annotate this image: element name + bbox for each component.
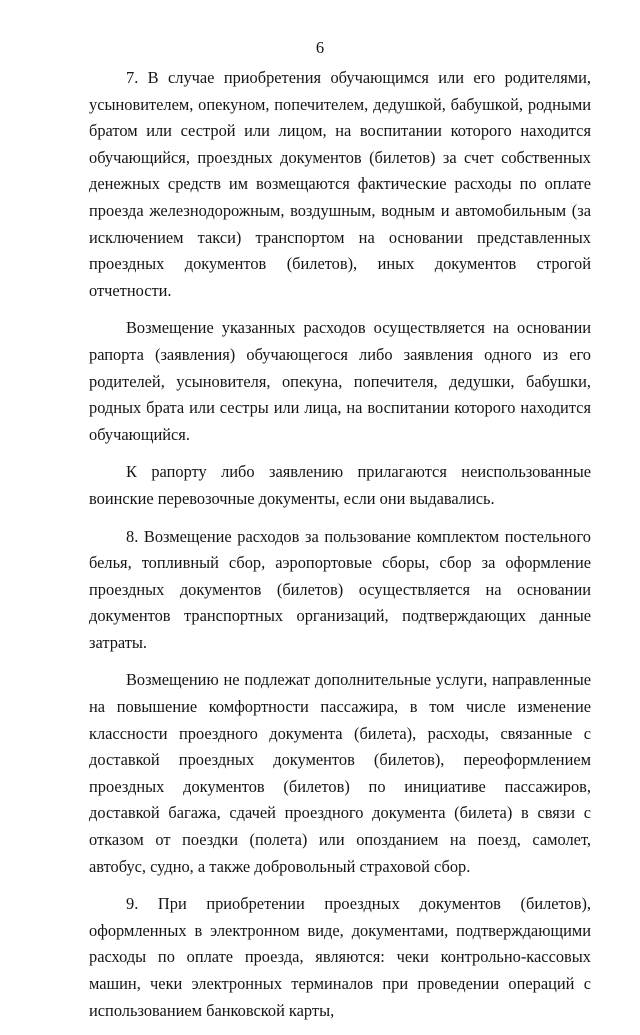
paragraph-8: 8. Возмещение расходов за пользование комплектом постельного белья, топливный сбор, аэропортовые сборы, сбор за оформление проездных документов (билетов) осуществляется на основании документов транспортных организаций, подтверждающих данные затраты.: [89, 526, 591, 652]
paragraph-9: 9. При приобретении проездных документов (билетов), оформленных в электронном виде, документами, подтверждающими расходы по оплате проезда, являются: чеки контрольно-кассовых машин, чеки электронных терминалов при проведении операций с использованием банковской карты,: [89, 894, 591, 1020]
paragraph-7: 7. В случае приобретения обучающимся или его родителями, усыновителем, опекуном, попечителем, дедушкой, бабушкой, родными братом или сестрой или лицом, на воспитании которого находится обучающийся, проездных документов (билетов) за счет собственных денежных средств им возмещаются фактические расходы по оплате проезда железнодорожным, воздушным, водным и автомобильным (за исключением такси) транспортом на основании представленных проездных документов (билетов), иных документов строгой отчетности.: [89, 68, 591, 300]
paragraph-attachments: К рапорту либо заявлению прилагаются неиспользованные воинские перевозочные документы, если они выдавались.: [89, 462, 591, 508]
paragraph-reimbursement-basis: Возмещение указанных расходов осуществляется на основании рапорта (заявления) обучающегося либо заявления одного из его родителей, усыновителя, опекуна, попечителя, дедушки, бабушки, родных брата или сестры или лица, на воспитании которого находится обучающийся.: [89, 318, 591, 444]
document-body: [89, 65, 591, 1035]
paragraph-non-reimbursable: Возмещению не подлежат дополнительные услуги, направленные на повышение комфортности пассажира, в том числе изменение классности проездного документа (билета), расходы, связанные с доставкой проездных документов (билетов), переоформлением проездных документов (билетов) по инициативе пассажиров, доставкой багажа, сдачей проездного документа (билета) в связи с отказом от поездки (полета) или опозданием на поезд, самолет, автобус, судно, а также добровольный страховой сбор.: [89, 670, 591, 876]
page-number: 6: [315, 38, 325, 57]
